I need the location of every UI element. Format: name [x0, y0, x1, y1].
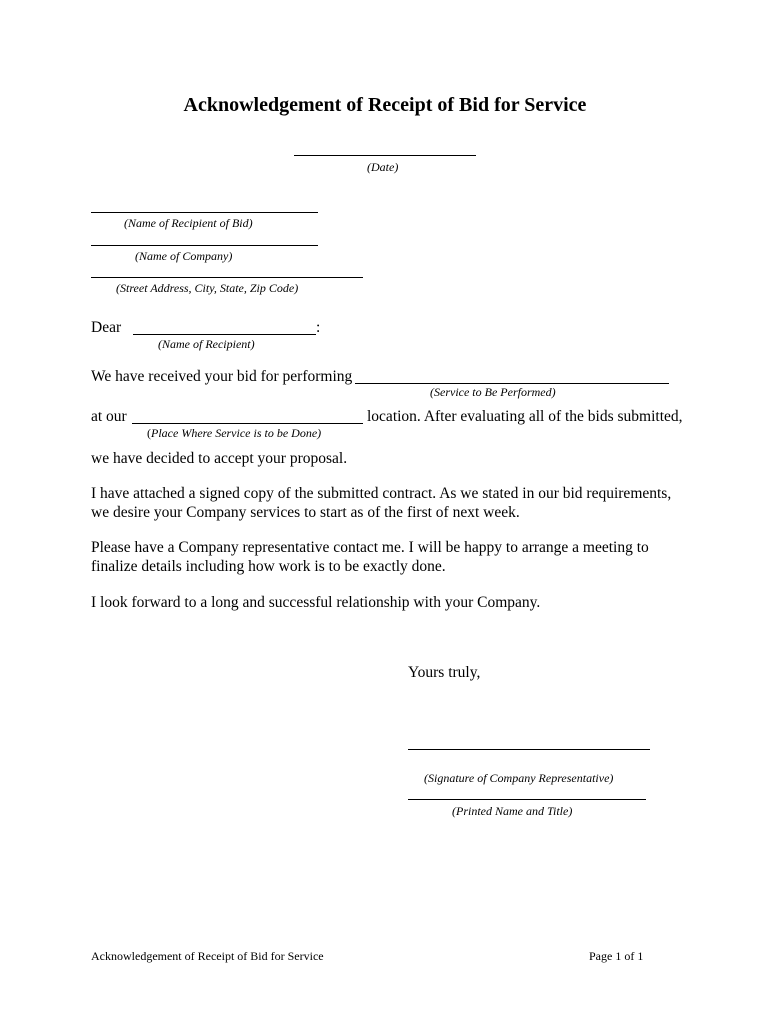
place-caption: [147, 426, 321, 441]
place-line: [132, 423, 363, 424]
at-our-text: at our: [91, 408, 127, 425]
footer-title: Acknowledgement of Receipt of Bid for Service: [91, 949, 324, 963]
recipient-caption: (Name of Recipient of Bid): [124, 216, 253, 230]
date-line: [294, 155, 476, 156]
signature-caption: (Signature of Company Representative): [424, 771, 614, 785]
service-line: [355, 383, 669, 384]
dear-line: [133, 334, 316, 335]
service-caption: (Service to Be Performed): [430, 385, 556, 399]
closing-text: Yours truly,: [408, 664, 481, 681]
recipient-line: [91, 212, 318, 213]
paragraph-contract: I have attached a signed copy of the submitted contract. As we stated in our bid requirements, we desire your Company services to start as of the first of next week.: [91, 485, 672, 521]
signature-line: [408, 749, 650, 750]
place-caption-open: (: [147, 426, 151, 440]
company-caption: (Name of Company): [135, 249, 233, 263]
document-title: Acknowledgement of Receipt of Bid for Service: [183, 94, 587, 116]
dear-caption: (Name of Recipient): [158, 337, 255, 351]
address-line: [91, 277, 363, 278]
dear-colon: :: [316, 319, 321, 336]
accept-text: we have decided to accept your proposal.: [91, 450, 348, 467]
bid-text: We have received your bid for performing: [91, 368, 353, 385]
place-caption-rest: Place Where Service is to be Done): [151, 426, 322, 440]
date-caption: (Date): [367, 160, 399, 174]
location-text: location. After evaluating all of the bids submitted,: [367, 408, 683, 425]
paragraph-contact: Please have a Company representative contact me. I will be happy to arrange a meeting to finalize details including how work is to be exactly done.: [91, 539, 649, 575]
footer-page-number: Page 1 of 1: [589, 949, 644, 963]
paragraph-relationship: I look forward to a long and successful relationship with your Company.: [91, 594, 541, 611]
company-line: [91, 245, 318, 246]
address-caption: (Street Address, City, State, Zip Code): [116, 281, 299, 295]
dear-text: Dear: [91, 319, 122, 336]
printed-name-line: [408, 799, 646, 800]
printed-name-caption: (Printed Name and Title): [452, 804, 573, 818]
